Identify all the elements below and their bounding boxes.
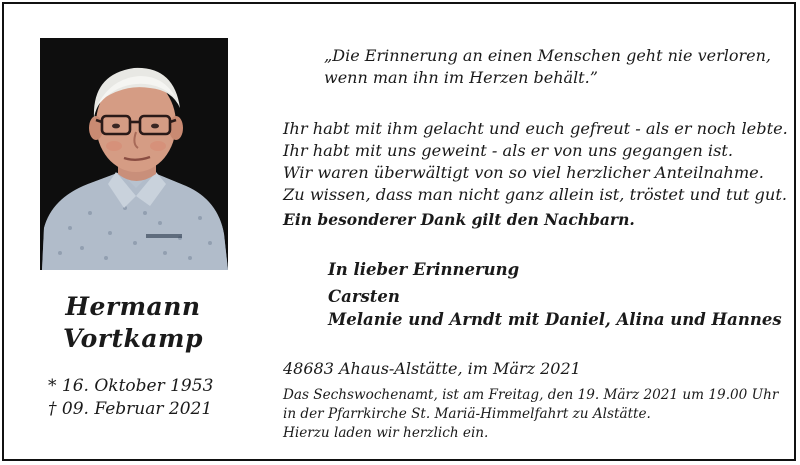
obituary-card [2, 2, 796, 461]
quote-line-2: wenn man ihn im Herzen behält.” [324, 68, 598, 87]
notice-line-2: in der Pfarrkirche St. Mariä-Himmelfahrt zu Alstätte. [283, 406, 651, 422]
deceased-last-name: Vortkamp [63, 324, 203, 353]
signature-intro: In lieber Erinnerung [328, 260, 520, 279]
thanks-line: Ein besonderer Dank gilt den Nachbarn. [283, 210, 635, 229]
place-date: 48683 Ahaus-Alstätte, im März 2021 [283, 359, 581, 378]
poem-line-3: Wir waren überwältigt von so viel herzlicher Anteilnahme. [283, 163, 764, 182]
notice-line-1: Das Sechswochenamt, ist am Freitag, den 19. März 2021 um 19.00 Uhr [283, 387, 779, 403]
poem-line-1: Ihr habt mit ihm gelacht und euch gefreut - als er noch lebte. [283, 119, 788, 138]
quote-line-1: „Die Erinnerung an einen Menschen geht nie verloren, [324, 46, 771, 65]
death-date: † 09. Februar 2021 [48, 399, 213, 419]
portrait-illustration [40, 38, 228, 270]
poem-line-4: Zu wissen, dass man nicht ganz allein ist, tröstet und tut gut. [283, 185, 787, 204]
portrait-photo [40, 38, 228, 270]
birth-date: * 16. Oktober 1953 [48, 376, 214, 396]
notice-line-3: Hierzu laden wir herzlich ein. [283, 425, 489, 441]
deceased-first-name: Hermann [65, 292, 201, 321]
signature-line-1: Carsten [328, 287, 400, 306]
poem-line-2: Ihr habt mit uns geweint - als er von uns gegangen ist. [283, 141, 734, 160]
signature-line-2: Melanie und Arndt mit Daniel, Alina und Hannes [328, 310, 782, 329]
